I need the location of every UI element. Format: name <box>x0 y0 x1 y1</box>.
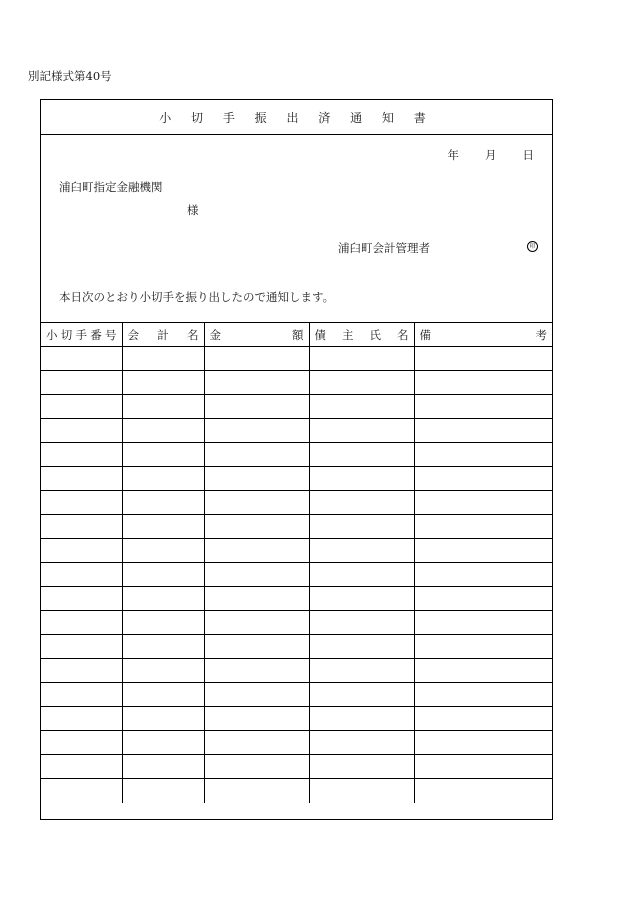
table-cell <box>414 443 552 467</box>
table-cell <box>41 755 122 779</box>
table-cell <box>309 587 414 611</box>
table-cell <box>414 659 552 683</box>
table-cell <box>122 539 204 563</box>
table-cell <box>414 635 552 659</box>
table-row <box>41 659 552 683</box>
table-cell <box>122 419 204 443</box>
table-cell <box>309 419 414 443</box>
table-cell <box>41 491 122 515</box>
table-cell <box>41 539 122 563</box>
table-row <box>41 587 552 611</box>
table-cell <box>204 731 309 755</box>
header-char: 考 <box>535 327 547 342</box>
table-cell <box>122 395 204 419</box>
table-row <box>41 539 552 563</box>
table-row <box>41 467 552 491</box>
header-char: 手 <box>75 327 87 342</box>
honorific: 様 <box>187 203 199 217</box>
table-cell <box>41 635 122 659</box>
table-cell <box>414 707 552 731</box>
table-cell <box>41 467 122 491</box>
header-char: 名 <box>187 327 199 342</box>
table-cell <box>41 515 122 539</box>
table-cell <box>204 707 309 731</box>
table-cell <box>41 371 122 395</box>
header-char: 小 <box>46 327 58 342</box>
table-cell <box>309 731 414 755</box>
table-cell <box>414 515 552 539</box>
table-cell <box>309 467 414 491</box>
table-cell <box>41 659 122 683</box>
table-cell <box>414 419 552 443</box>
table-cell <box>204 587 309 611</box>
table-row <box>41 635 552 659</box>
table-cell <box>41 563 122 587</box>
table-cell <box>309 491 414 515</box>
table-cell <box>41 587 122 611</box>
table-cell <box>414 347 552 371</box>
form-number: 別記様式第40号 <box>28 69 112 83</box>
table-row <box>41 371 552 395</box>
header-remarks <box>414 323 552 347</box>
header-char: 名 <box>397 327 409 342</box>
table-cell <box>122 779 204 803</box>
header-char: 金 <box>209 327 221 342</box>
table-cell <box>122 371 204 395</box>
header-char: 計 <box>157 327 169 342</box>
table-cell <box>204 755 309 779</box>
header-char: 債 <box>314 327 326 342</box>
table-cell <box>122 707 204 731</box>
table-cell <box>204 563 309 587</box>
table-cell <box>309 515 414 539</box>
table-row <box>41 515 552 539</box>
table-cell <box>414 491 552 515</box>
sender: 浦臼町会計管理者 <box>338 241 430 255</box>
header-char: 氏 <box>369 327 381 342</box>
table-cell <box>414 779 552 803</box>
table-cell <box>309 563 414 587</box>
table-cell <box>414 371 552 395</box>
addressee: 浦臼町指定金融機関 <box>59 180 163 194</box>
table-cell <box>122 515 204 539</box>
date-month-label: 月 <box>485 148 497 162</box>
table-cell <box>122 755 204 779</box>
table-row <box>41 419 552 443</box>
table-cell <box>414 755 552 779</box>
table-cell <box>41 395 122 419</box>
table-cell <box>41 779 122 803</box>
table-cell <box>204 659 309 683</box>
table-cell <box>414 587 552 611</box>
header-check-number <box>41 323 122 347</box>
table-cell <box>309 707 414 731</box>
table-row <box>41 779 552 803</box>
header-char: 号 <box>105 327 117 342</box>
check-table <box>41 322 552 803</box>
table-cell <box>414 731 552 755</box>
table-cell <box>41 347 122 371</box>
header-char: 備 <box>419 327 431 342</box>
notice-message: 本日次のとおり小切手を振り出したので通知します。 <box>59 290 335 304</box>
table-cell <box>309 611 414 635</box>
table-cell <box>204 371 309 395</box>
table-cell <box>41 611 122 635</box>
form-title: 小 切 手 振 出 済 通 知 書 <box>41 100 552 135</box>
table-cell <box>414 611 552 635</box>
table-cell <box>204 419 309 443</box>
table-cell <box>204 347 309 371</box>
table-cell <box>309 683 414 707</box>
header-char: 主 <box>342 327 354 342</box>
seal-mark: 印 <box>527 241 538 252</box>
table-header-row <box>41 323 552 347</box>
table-cell <box>122 491 204 515</box>
table-row <box>41 611 552 635</box>
table-cell <box>41 443 122 467</box>
table-cell <box>122 635 204 659</box>
table-cell <box>122 587 204 611</box>
table-cell <box>204 515 309 539</box>
table-row <box>41 491 552 515</box>
table-cell <box>204 779 309 803</box>
table-cell <box>309 755 414 779</box>
table-cell <box>309 539 414 563</box>
notice-form <box>40 99 553 820</box>
table-cell <box>204 443 309 467</box>
table-row <box>41 707 552 731</box>
table-cell <box>309 347 414 371</box>
table-cell <box>414 395 552 419</box>
table-cell <box>414 683 552 707</box>
table-cell <box>122 443 204 467</box>
header-char: 切 <box>60 327 73 342</box>
table-cell <box>41 419 122 443</box>
date-year-label: 年 <box>447 148 459 162</box>
header-amount <box>204 323 309 347</box>
table-cell <box>41 683 122 707</box>
table-cell <box>41 731 122 755</box>
table-cell <box>122 683 204 707</box>
table-cell <box>414 539 552 563</box>
header-creditor-name <box>309 323 414 347</box>
table-row <box>41 683 552 707</box>
header-char: 番 <box>90 327 102 342</box>
table-body <box>41 347 552 803</box>
form-header <box>41 134 552 322</box>
table-cell <box>414 563 552 587</box>
header-char: 額 <box>292 327 304 342</box>
table-cell <box>122 659 204 683</box>
table-cell <box>309 395 414 419</box>
table-cell <box>309 371 414 395</box>
table-row <box>41 731 552 755</box>
table-cell <box>204 611 309 635</box>
table-cell <box>309 443 414 467</box>
table-cell <box>204 491 309 515</box>
header-account-name <box>122 323 204 347</box>
table-row <box>41 443 552 467</box>
table-row <box>41 755 552 779</box>
table-cell <box>204 539 309 563</box>
table-cell <box>122 731 204 755</box>
table-cell <box>204 635 309 659</box>
table-cell <box>204 395 309 419</box>
table-row <box>41 395 552 419</box>
table-row <box>41 563 552 587</box>
date-day-label: 日 <box>522 148 534 162</box>
date-fields <box>448 147 535 163</box>
table-cell <box>309 659 414 683</box>
table-row <box>41 347 552 371</box>
table-cell <box>122 347 204 371</box>
table-cell <box>122 611 204 635</box>
table-cell <box>204 467 309 491</box>
table-cell <box>309 635 414 659</box>
table-cell <box>41 707 122 731</box>
header-char: 会 <box>127 327 139 342</box>
table-cell <box>122 563 204 587</box>
table-cell <box>414 467 552 491</box>
table-cell <box>122 467 204 491</box>
table-cell <box>204 683 309 707</box>
table-cell <box>309 779 414 803</box>
